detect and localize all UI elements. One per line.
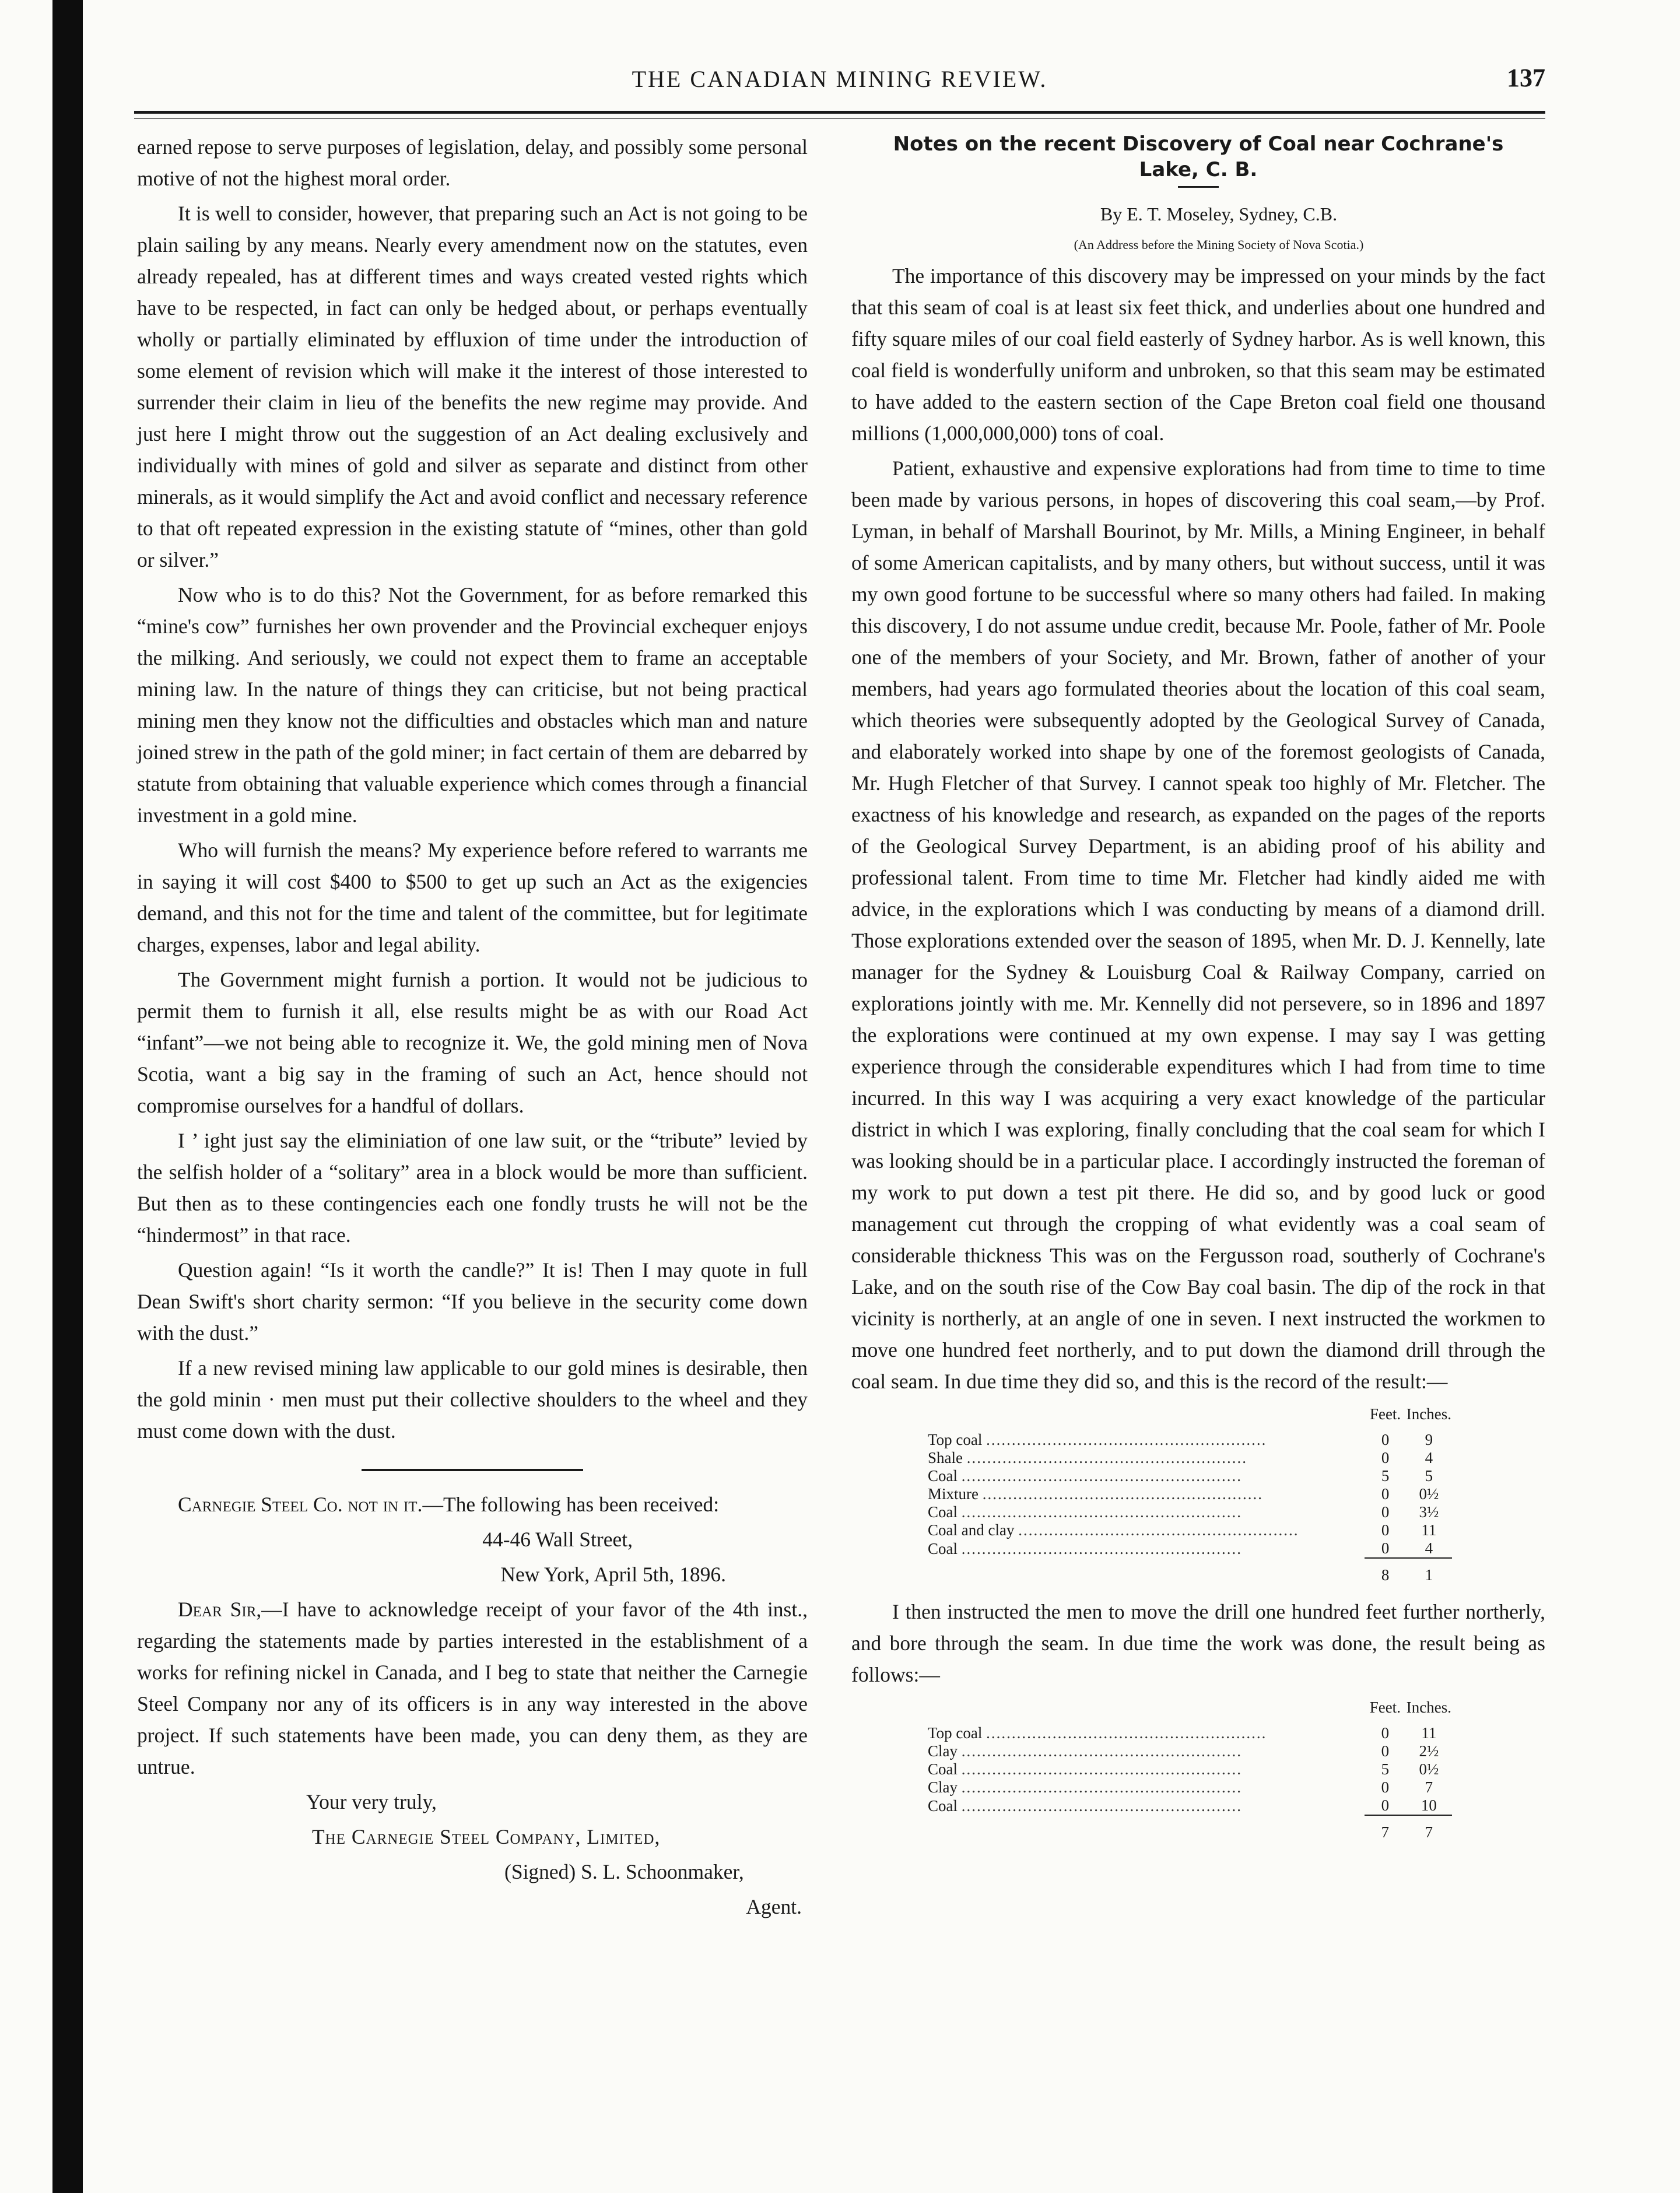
paragraph: The importance of this discovery may be impressed on your minds by the fact that this seam of coal is at least six feet thick, and underlies about one hundred and fifty square miles of our coal field easterly of Sydney harbor. As is well known, this coal field is wonderfully uniform and unbroken, so that this seam may be estimated to have added to the eastern section of the Cape Breton coal field one thousand millions (1,000,000,000) tons of coal. <box>851 264 1545 445</box>
paragraph: Question again! “Is it worth the candle?” It is! Then I may quote in full Dean Swift's short charity sermon: “If you believe in the security come down with the dust.” <box>137 1258 808 1345</box>
feet-value: 0 <box>1381 1503 1390 1521</box>
feet-value: 0 <box>1381 1521 1390 1539</box>
feet-value: 0 <box>1381 1485 1390 1503</box>
inches-value: 11 <box>1421 1724 1437 1742</box>
inches-value: 0½ <box>1419 1760 1439 1778</box>
total-inches: 7 <box>1406 1815 1452 1841</box>
inches-value: 0½ <box>1419 1485 1439 1503</box>
letter-company: The Carnegie Steel Company, Limited, <box>312 1825 661 1848</box>
feet-value: 0 <box>1381 1778 1390 1796</box>
section-divider <box>362 1469 583 1471</box>
inches-value: 7 <box>1425 1778 1433 1796</box>
letter-signature: (Signed) S. L. Schoonmaker, <box>504 1860 744 1883</box>
table-row: Mixture ....................................................... 0 0½ <box>927 1485 1452 1503</box>
layer-label: Coal <box>928 1760 958 1778</box>
letter-body-text: —I have to acknowledge receipt of your favor of the 4th inst., regarding the statements made by parties interested in the establishment of a works for refining nickel in Canada, and I beg to state that neither the Carnegie Steel Company nor any of its officers is in any way interested in the above project. If such statements have been made, you can deny them, as they are untrue. <box>137 1598 808 1778</box>
letter-intro <box>137 1489 808 1520</box>
page-header <box>134 65 1545 100</box>
table-row: Top coal ....................................................... 0 11 <box>927 1724 1452 1742</box>
inches-value: 4 <box>1425 1449 1433 1466</box>
inches-value: 3½ <box>1419 1503 1439 1521</box>
left-column <box>137 131 808 1926</box>
letter-signer-title: Agent. <box>746 1895 802 1918</box>
letter-heading: Carnegie Steel Co. not in it. <box>178 1493 423 1516</box>
table-row: Top coal ....................................................... 0 9 <box>927 1431 1452 1449</box>
right-column <box>851 131 1545 1853</box>
letter-body <box>137 1594 808 1783</box>
column-header-inches: Inches. <box>1406 1699 1451 1716</box>
layer-label: Clay <box>928 1778 958 1796</box>
feet-value: 5 <box>1381 1760 1390 1778</box>
article-byline: By E. T. Moseley, Sydney, C.B. <box>1100 203 1338 224</box>
title-divider <box>1178 186 1219 188</box>
article-byline-note: (An Address before the Mining Society of Nova Scotia.) <box>1074 237 1364 252</box>
inches-value: 9 <box>1425 1431 1433 1448</box>
page-number: 137 <box>1507 64 1545 92</box>
feet-value: 0 <box>1381 1539 1390 1557</box>
inches-value: 10 <box>1421 1796 1437 1814</box>
feet-value: 0 <box>1381 1431 1390 1448</box>
layer-label: Coal <box>928 1503 958 1521</box>
feet-value: 5 <box>1381 1467 1390 1485</box>
feet-value: 0 <box>1381 1449 1390 1466</box>
table-row: Coal ....................................................... 0 10 <box>927 1796 1452 1815</box>
paragraph: It is well to consider, however, that preparing such an Act is not going to be plain sailing by any means. Nearly every amendment now on the statutes, even already repealed, has at different times and ways created vested rights which have to be respected, in fact can only be hedged about, or perhaps eventually wholly or partially eliminated by effluxion of time under the introduction of some element of revision which will make it the interest of those interested to surrender their claim in lieu of the benefits the new regime may provide. And just here I might throw out the suggestion of an Act dealing exclusively and individually with mines of gold and silver as separate and distinct from other minerals, as it would simplify the Act and avoid conflict and necessary reference to that oft repeated expression in the existing statute of “mines, other than gold or silver.” <box>137 202 808 571</box>
letter-closing: Your very truly, <box>306 1790 437 1813</box>
inches-value: 11 <box>1421 1521 1437 1539</box>
layer-label: Mixture <box>928 1485 978 1503</box>
total-feet: 8 <box>1365 1558 1405 1584</box>
paragraph: Now who is to do this? Not the Government, for as before remarked this “mine's cow” furnishes her own provender and the Provincial exchequer enjoys the milking. And seriously, we could not expect them to frame an acceptable mining law. In the nature of things they can criticise, but not being practical mining men they know not the difficulties and obstacles which man and nature joined strew in the path of the gold miner; in fact certain of them are debarred by statute from obtaining that valuable experience which comes through a financial investment in a gold mine. <box>137 583 808 827</box>
layer-label: Coal <box>928 1796 958 1815</box>
article-title-line2: Lake, C. B. <box>1139 158 1258 181</box>
inches-value: 5 <box>1425 1467 1433 1485</box>
paragraph: Who will furnish the means? My experience before refered to warrants me in saying it will cost $400 to $500 to get up such an Act as the exigencies demand, and this not for the time and talent of the committee, but for legitimate charges, expenses, labor and legal ability. <box>137 838 808 956</box>
paragraph: The Government might furnish a portion. It would not be judicious to permit them to furnish it all, else results might be as with our Road Act “infant”—we not being able to recognize it. We, the gold mining men of Nova Scotia, want a big say in the framing of such an Act, hence should not compromise ourselves for a handful of dollars. <box>137 968 808 1117</box>
table-row: Coal ....................................................... 5 0½ <box>927 1760 1452 1778</box>
table-total-row <box>927 1558 1452 1584</box>
scan-binding-edge <box>52 0 83 2193</box>
column-header-inches: Inches. <box>1406 1405 1451 1423</box>
running-title: THE CANADIAN MINING REVIEW. <box>632 66 1048 92</box>
layer-label: Coal and clay <box>928 1521 1015 1539</box>
paragraph: Patient, exhaustive and expensive explorations had from time to time to time been made by various persons, in hopes of discovering this coal seam,—by Prof. Lyman, in behalf of Marshall Bourinot, by Mr. Mills, a Mining Engineer, in behalf of some American capitalists, and by many others, but without success, until it was my own good fortune to be successful where so many others had failed. In making this discovery, I do not assume undue credit, because Mr. Poole, father of Mr. Poole one of the members of your Society, and Mr. Brown, father of another of your members, had years ago formulated theories about the location of this coal seam, which theories were subsequently adopted by the Geological Survey of Canada, and elaborately worked into shape by one of the foremost geologists of Canada, Mr. Hugh Fletcher of that Survey. I cannot speak too highly of Mr. Fletcher. The exactness of his knowledge and research, as expanded on the pages of the reports of the Geological Survey Department, is an abiding proof of his ability and professional talent. From time to time Mr. Fletcher had kindly aided me with advice, in the explorations which I was conducting by means of a diamond drill. Those explorations extended over the season of 1895, when Mr. D. J. Kennelly, late manager for the Sydney & Louisburg Coal & Railway Company, carried on explorations jointly with me. Mr. Kennelly did not persevere, so in 1896 and 1897 the explorations were continued at my own expense. I may say I was getting experience through the considerable expenditures which I had from time to time incurred. In this way I was acquiring a very exact knowledge of the particular district in which I was exploring, finally concluding that the coal seam for which I was looking should be in a particular place. I accordingly instructed the foreman of my work to put down a test pit there. He did so, and by good luck or good management cut through the cropping of what evidently was a coal seam of considerable thickness This was on the Fergusson road, southerly of Cochrane's Lake, and on the south rise of the Cow Bay coal basin. The dip of the rock in that vicinity is northerly, at an angle of one in seven. I next instructed the workmen to move one hundred feet northerly, and to put down the diamond drill through the coal seam. In due time they did so, and this is the record of the result:— <box>851 457 1545 1393</box>
boring-record-table-1 <box>927 1405 1452 1584</box>
table-row: Coal ....................................................... 0 4 <box>927 1539 1452 1558</box>
article-title-line1: Notes on the recent Discovery of Coal near Cochrane's <box>893 132 1504 156</box>
table-row: Coal ....................................................... 5 5 <box>927 1467 1452 1485</box>
inches-value: 4 <box>1425 1539 1433 1557</box>
feet-value: 0 <box>1381 1796 1390 1814</box>
total-inches: 1 <box>1406 1558 1452 1584</box>
layer-label: Coal <box>928 1467 958 1485</box>
table-total-row <box>927 1815 1452 1841</box>
feet-value: 0 <box>1381 1724 1390 1742</box>
column-header-feet: Feet. <box>1369 1699 1401 1716</box>
inches-value: 2½ <box>1419 1742 1439 1760</box>
layer-label: Top coal <box>928 1724 983 1742</box>
header-rule-thin <box>134 118 1545 119</box>
table-row: Coal ....................................................... 0 3½ <box>927 1503 1452 1521</box>
table-row: Shale ....................................................... 0 4 <box>927 1449 1452 1467</box>
boring-record-table-2 <box>927 1699 1452 1841</box>
letter-address-line2: New York, April 5th, 1896. <box>500 1563 726 1586</box>
layer-label: Clay <box>928 1742 958 1760</box>
layer-label: Top coal <box>928 1431 983 1448</box>
article-title <box>851 131 1545 183</box>
layer-label: Coal <box>928 1539 958 1557</box>
table-row: Clay ....................................................... 0 2½ <box>927 1742 1452 1760</box>
layer-label: Shale <box>928 1449 963 1466</box>
paragraph: I then instructed the men to move the drill one hundred feet further northerly, and bore through the seam. In due time the work was done, the result being as follows:— <box>851 1600 1545 1686</box>
table-row: Coal and clay ....................................................... 0 11 <box>927 1521 1452 1539</box>
feet-value: 0 <box>1381 1742 1390 1760</box>
table-row: Clay ....................................................... 0 7 <box>927 1778 1452 1796</box>
column-header-feet: Feet. <box>1369 1405 1401 1423</box>
letter-intro-text: —The following has been received: <box>422 1493 720 1516</box>
total-feet: 7 <box>1365 1815 1406 1841</box>
letter-salutation: Dear Sir, <box>178 1598 262 1621</box>
paragraph: If a new revised mining law applicable to our gold mines is desirable, then the gold minin · men must put their collective shoulders to the wheel and they must come down with the dust. <box>137 1356 808 1443</box>
header-rule <box>134 111 1545 114</box>
paragraph: earned repose to serve purposes of legislation, delay, and possibly some personal motive of not the highest moral order. <box>137 135 808 190</box>
letter-address-line1: 44-46 Wall Street, <box>482 1528 633 1551</box>
paragraph: I ’ ight just say the eliminiation of one law suit, or the “tribute” levied by the selfish holder of a “solitary” area in a block would be more than sufficient. But then as to these contingencies each one fondly trusts he will not be the “hindermost” in that race. <box>137 1129 808 1247</box>
